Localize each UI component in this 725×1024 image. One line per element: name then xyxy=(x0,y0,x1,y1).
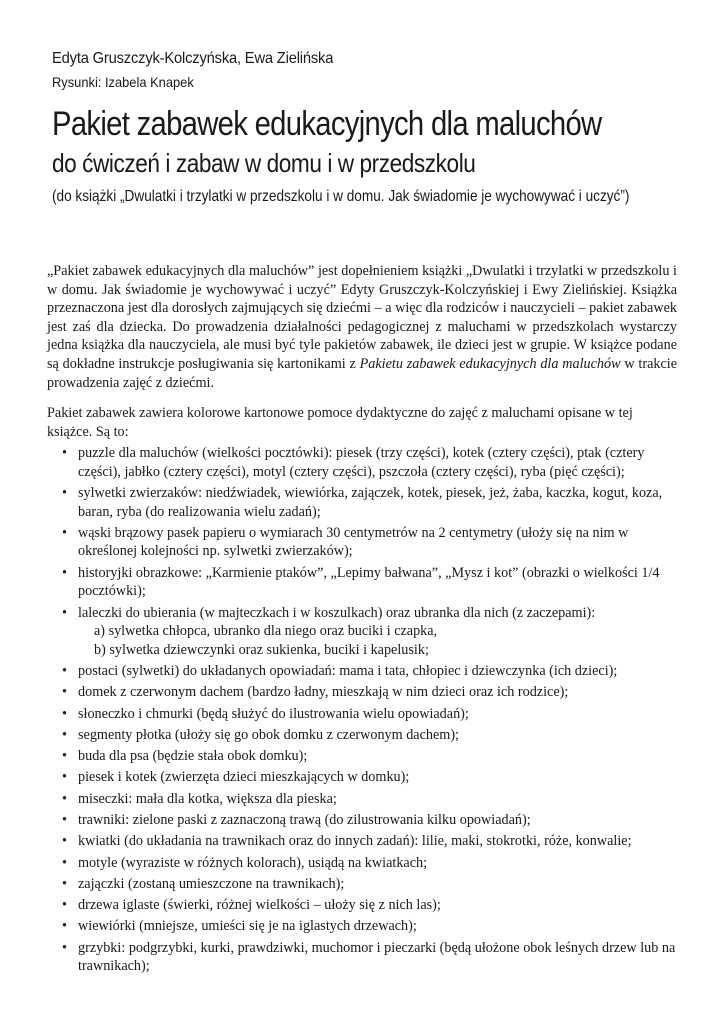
list-item-text: historyjki obrazkowe: „Karmienie ptaków”, „Lepimy bałwana”, „Mysz i kot” (obrazki o wielkości 1/4 pocztówki); xyxy=(78,564,660,600)
list-item-text: puzzle dla maluchów (wielkości pocztówki): piesek (trzy części), kotek (cztery części), ptak (cztery części), jabłko (cztery części), motyl (cztery części), pszczoła (cztery części), ryba (pięć części); xyxy=(78,445,645,480)
list-item-text: wąski brązowy pasek papieru o wymiarach 30 centymetrów na 2 centymetry (ułoży się na nim w określonej kolejności np. sylwetki zwierzaków); xyxy=(78,524,629,560)
list-item xyxy=(47,705,677,724)
sub-list-item: a) sylwetka chłopca, ubranko dla niego oraz buciki i czapka, xyxy=(94,623,438,640)
list-item-text: wiewiórki (mniejsze, umieści się je na iglastych drzewach); xyxy=(78,918,417,935)
list-item xyxy=(47,768,677,787)
bullet-icon: • xyxy=(62,604,67,621)
list-item-text: kwiatki (do układania na trawnikach oraz do innych zadań): lilie, maki, stokrotki, róże, konwalie; xyxy=(78,833,632,850)
list-item xyxy=(47,604,677,660)
bullet-icon: • xyxy=(62,769,67,786)
bullet-icon: • xyxy=(62,684,67,701)
body-text xyxy=(47,262,677,976)
list-item-text: słoneczko i chmurki (będą służyć do ilustrowania wielu opowiadań); xyxy=(78,705,469,722)
list-item xyxy=(47,854,677,873)
list-item xyxy=(47,444,677,481)
list-item xyxy=(47,484,677,521)
list-item xyxy=(47,875,677,894)
intro-text: „Pakiet zabawek edukacyjnych dla maluchów” jest dopełnieniem książki „Dwulatki i trzylatki w przedszkolu i w domu. Jak świadomie je wychowywać i uczyć” Edyty Gruszczyk-Kolczyńskiej i Ewy Zielińskiej. Książka przeznaczona jest dla dorosłych zajmujących się dziećmi – a więc dla rodziców i nauczycieli – pakiet zabawek jest zaś dla dziecka. Do prowadzenia działalności pedagogicznej z maluchami w przedszkolach wystarczy jedna książka dla nauczyciela, ale musi być tyle pakietów zabawek, ile dzieci jest w grupie. W książce podane są dokładne instrukcje posługiwania się kartonikami z xyxy=(47,263,677,372)
sub-list xyxy=(78,622,677,659)
list-item-text: zajączki (zostaną umieszczone na trawnikach); xyxy=(78,875,345,892)
list-item xyxy=(47,683,677,702)
list-item xyxy=(47,747,677,766)
contents-list xyxy=(47,444,677,976)
bullet-icon: • xyxy=(62,790,67,807)
bullet-icon: • xyxy=(62,854,67,871)
list-item-text: segmenty płotka (ułoży się go obok domku z czerwonym dachem); xyxy=(78,726,459,743)
list-item xyxy=(47,726,677,745)
page-subtitle: do ćwiczeń i zabaw w domu i w przedszkolu xyxy=(52,148,476,178)
bullet-icon: • xyxy=(62,875,67,892)
list-item-text: grzybki: podgrzybki, kurki, prawdziwki, muchomor i pieczarki (będą ułożone obok leśnych drzew lub na trawnikach); xyxy=(78,939,676,975)
list-item-text: piesek i kotek (zwierzęta dzieci mieszkających w domku); xyxy=(78,769,410,786)
list-intro: Pakiet zabawek zawiera kolorowe kartonowe pomoce dydaktyczne do zajęć z maluchami opisane w tej książce. Są to: xyxy=(47,405,633,440)
bullet-icon: • xyxy=(62,939,67,956)
list-item-text: laleczki do ubierania (w majteczkach i w koszulkach) oraz ubranka dla nich (z zaczepami): xyxy=(78,604,596,621)
bullet-icon: • xyxy=(62,833,67,850)
bullet-icon: • xyxy=(62,897,67,914)
bullet-icon: • xyxy=(62,663,67,679)
bullet-icon: • xyxy=(62,705,67,722)
list-item-text: motyle (wyraziste w różnych kolorach), usiądą na kwiatkach; xyxy=(78,854,428,871)
bullet-icon: • xyxy=(62,811,67,828)
intro-paragraph xyxy=(47,262,677,392)
list-item xyxy=(47,896,677,915)
bullet-icon: • xyxy=(62,726,67,743)
list-item xyxy=(47,811,677,830)
bullet-icon: • xyxy=(62,445,67,462)
list-item-text: trawniki: zielone paski z zaznaczoną trawą (do zilustrowania kilku opowiadań); xyxy=(78,811,531,828)
page-title: Pakiet zabawek edukacyjnych dla maluchów xyxy=(52,105,602,143)
list-item xyxy=(47,524,677,561)
sub-list-item: b) sylwetka dziewczynki oraz sukienka, buciki i kapelusik; xyxy=(94,641,429,658)
bullet-icon: • xyxy=(62,918,67,935)
list-item-text: buda dla psa (będzie stała obok domku); xyxy=(78,748,308,765)
list-item-text: drzewa iglaste (świerki, różnej wielkości – ułoży się z nich las); xyxy=(78,897,441,914)
list-item xyxy=(47,917,677,936)
list-item xyxy=(47,832,677,851)
list-item xyxy=(47,662,677,681)
list-item xyxy=(47,564,677,601)
book-reference-note: (do książki „Dwulatki i trzylatki w przedszkolu i w domu. Jak świadomie je wychowywać i uczyć”) xyxy=(52,188,630,205)
bullet-icon: • xyxy=(62,524,67,541)
list-item-text: miseczki: mała dla kotka, większa dla pieska; xyxy=(78,790,337,807)
list-item-text: postaci (sylwetki) do układanych opowiadań: mama i tata, chłopiec i dziewczynka (ich dzieci); xyxy=(78,663,618,679)
bullet-icon: • xyxy=(62,748,67,765)
intro-text-end: w trakcie prowadzenia zajęć z dziećmi. xyxy=(47,355,678,391)
list-item xyxy=(47,939,677,976)
list-item xyxy=(47,790,677,809)
list-item-text: domek z czerwonym dachem (bardzo ładny, mieszkają w nim dzieci oraz ich rodzice); xyxy=(78,684,569,701)
illustrator-credit: Rysunki: Izabela Knapek xyxy=(52,74,194,90)
intro-italic-title: Pakietu zabawek edukacyjnych dla maluchów xyxy=(359,355,621,372)
list-item-text: sylwetki zwierzaków: niedźwiadek, wiewiórka, zajączek, kotek, piesek, jeż, żaba, kaczka, kogut, koza, baran, ryba (do realizowania wielu zadań); xyxy=(78,484,663,520)
bullet-icon: • xyxy=(62,484,67,501)
bullet-icon: • xyxy=(62,564,67,581)
authors: Edyta Gruszczyk-Kolczyńska, Ewa Zielińska xyxy=(52,50,334,67)
